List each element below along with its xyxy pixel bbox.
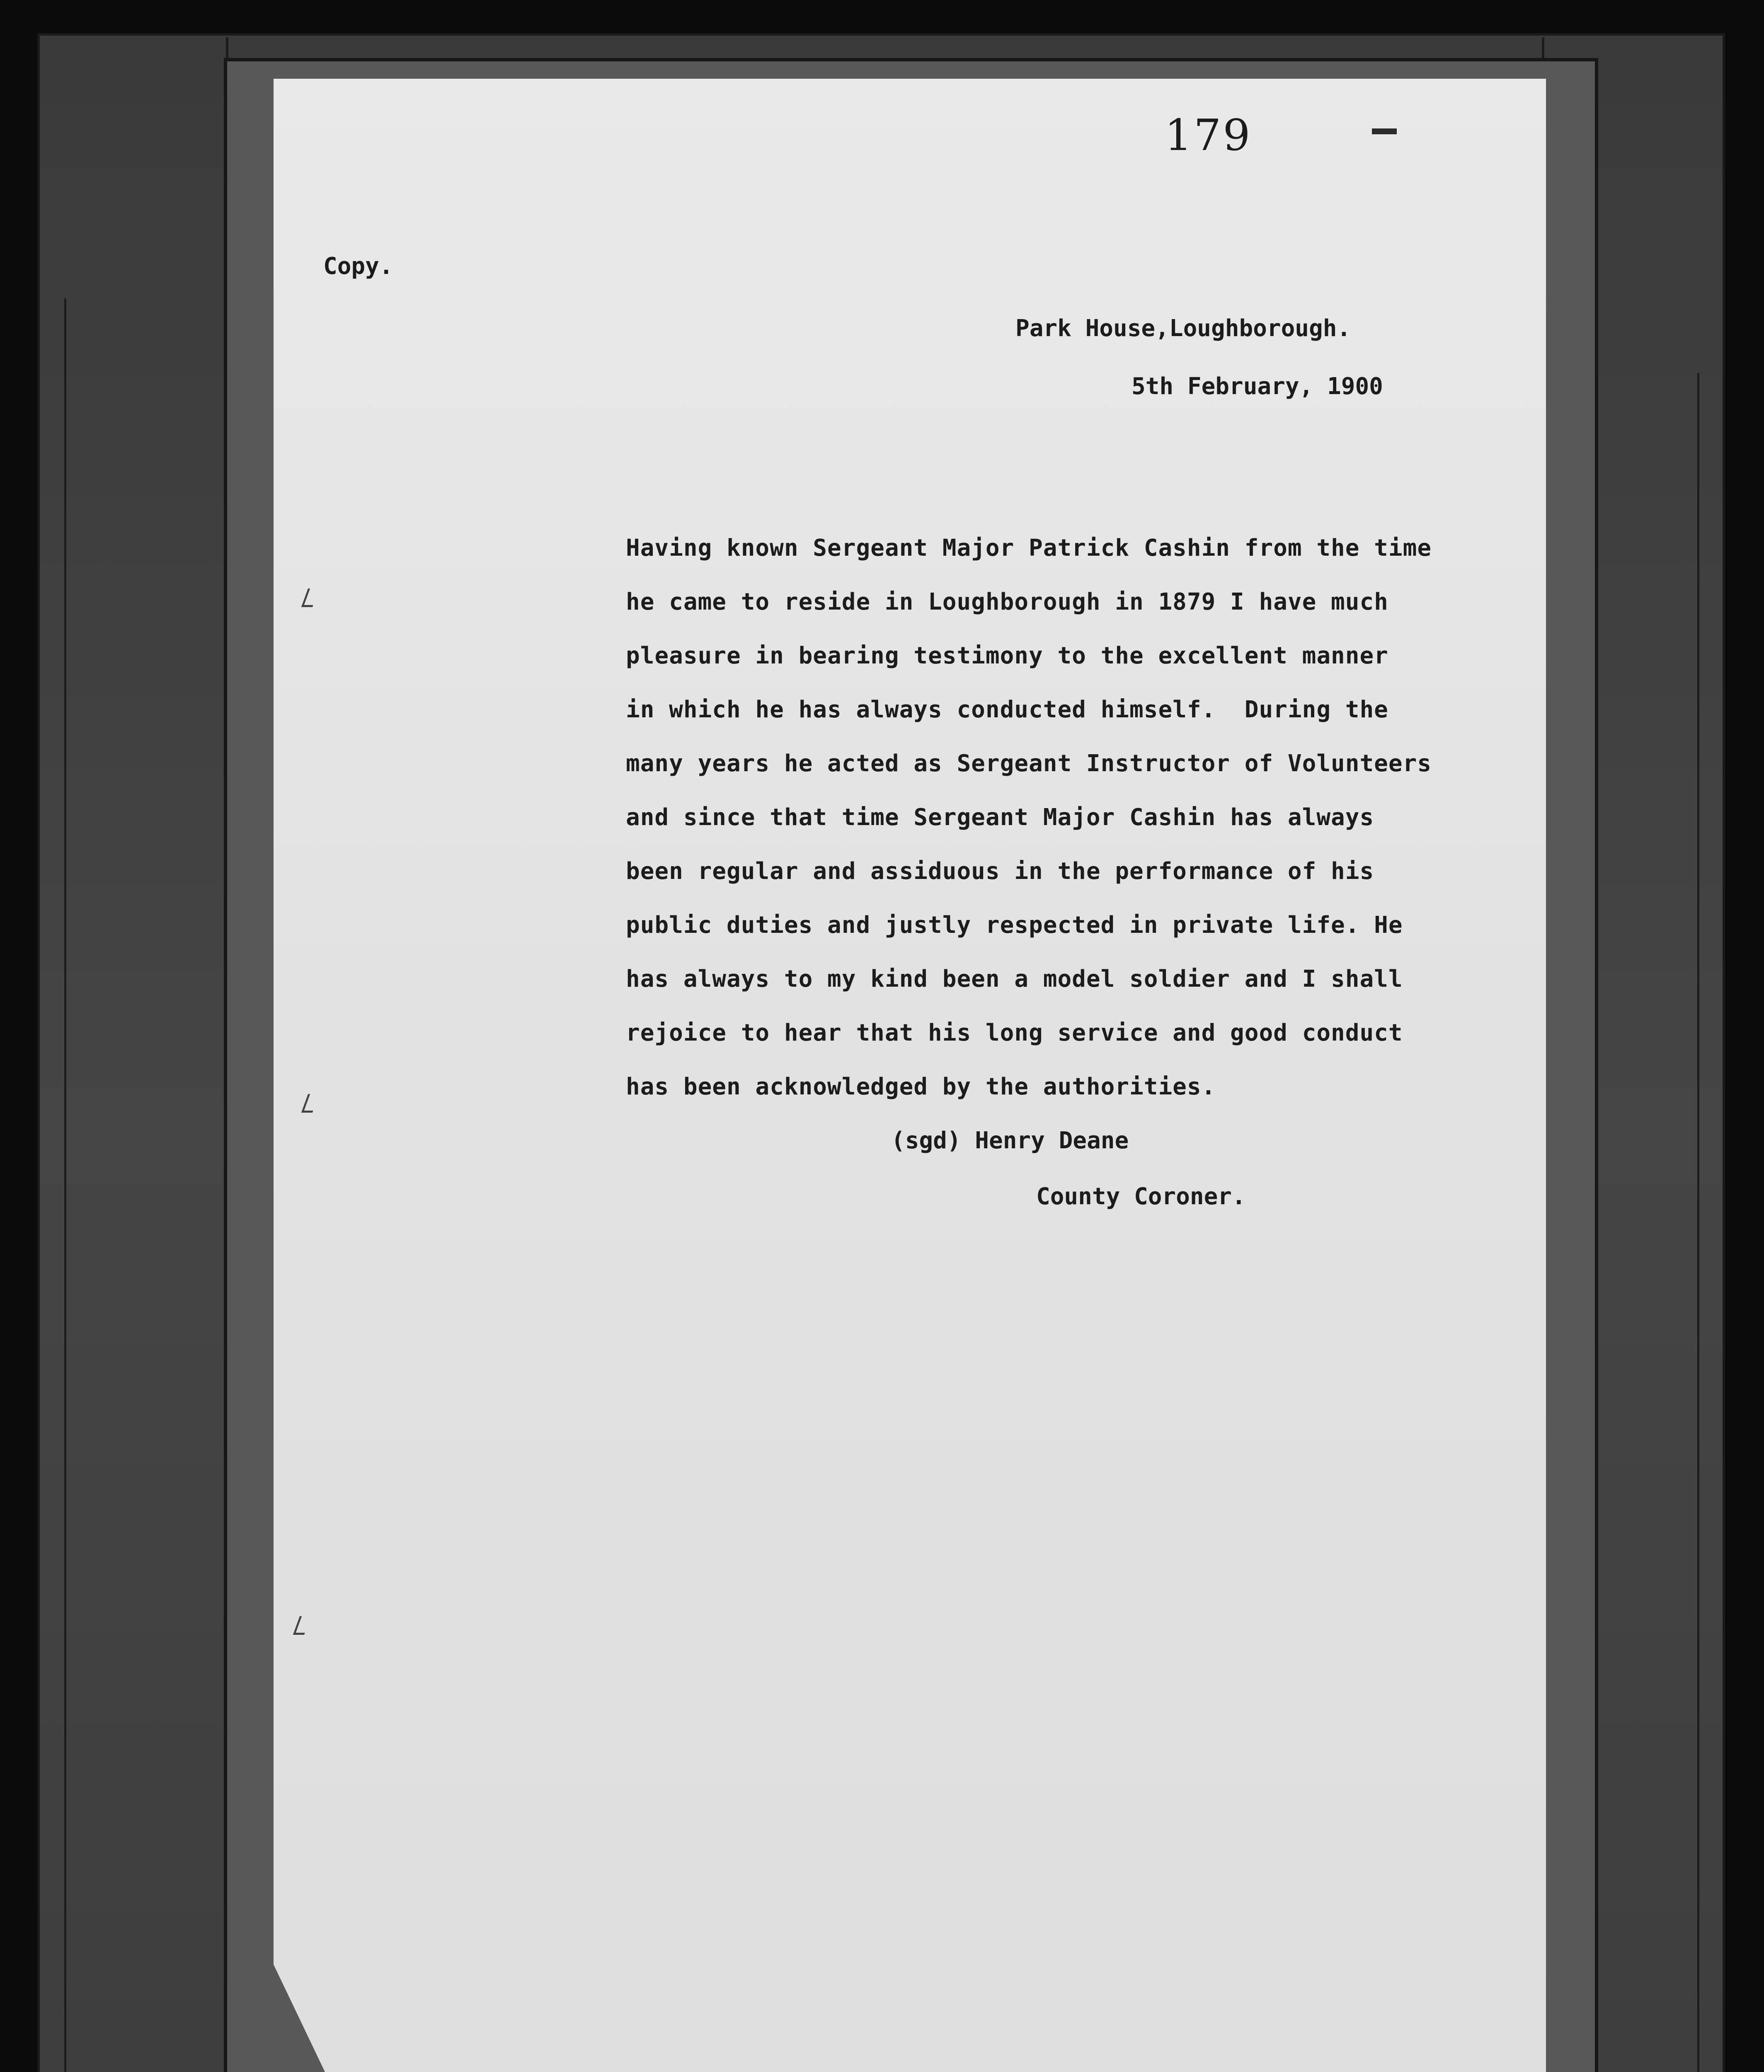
signature-title: County Coroner. [1036, 1183, 1246, 1210]
frame-edge-line [1697, 373, 1699, 2072]
body-line: rejoice to hear that his long service and good conduct [626, 1019, 1403, 1046]
body-line: has been acknowledged by the authorities. [626, 1073, 1216, 1100]
body-line: he came to reside in Loughborough in 1879 I have much [626, 588, 1388, 615]
body-line: has always to my kind been a model soldier and I shall [626, 966, 1403, 992]
body-line: in which he has always conducted himself. During the [626, 696, 1388, 723]
body-line: many years he acted as Sergeant Instructor of Volunteers [626, 750, 1432, 777]
body-line: and since that time Sergeant Major Cashin has always [626, 804, 1374, 831]
frame-edge-line [64, 298, 66, 2072]
body-line: Having known Sergeant Major Patrick Cashin from the time [626, 535, 1432, 562]
folio-number: 179 [1165, 110, 1252, 160]
copy-label: Copy. [323, 253, 393, 280]
body-line: pleasure in bearing testimony to the excellent manner [626, 642, 1388, 669]
folio-dash-mark [1372, 128, 1397, 134]
body-line: been regular and assiduous in the performance of his [626, 858, 1374, 885]
sender-address: Park House,Loughborough. [1015, 315, 1351, 342]
signature: (sgd) Henry Deane [891, 1127, 1129, 1154]
letter-date: 5th February, 1900 [1132, 373, 1383, 400]
body-line: public duties and justly respected in private life. He [626, 912, 1403, 939]
